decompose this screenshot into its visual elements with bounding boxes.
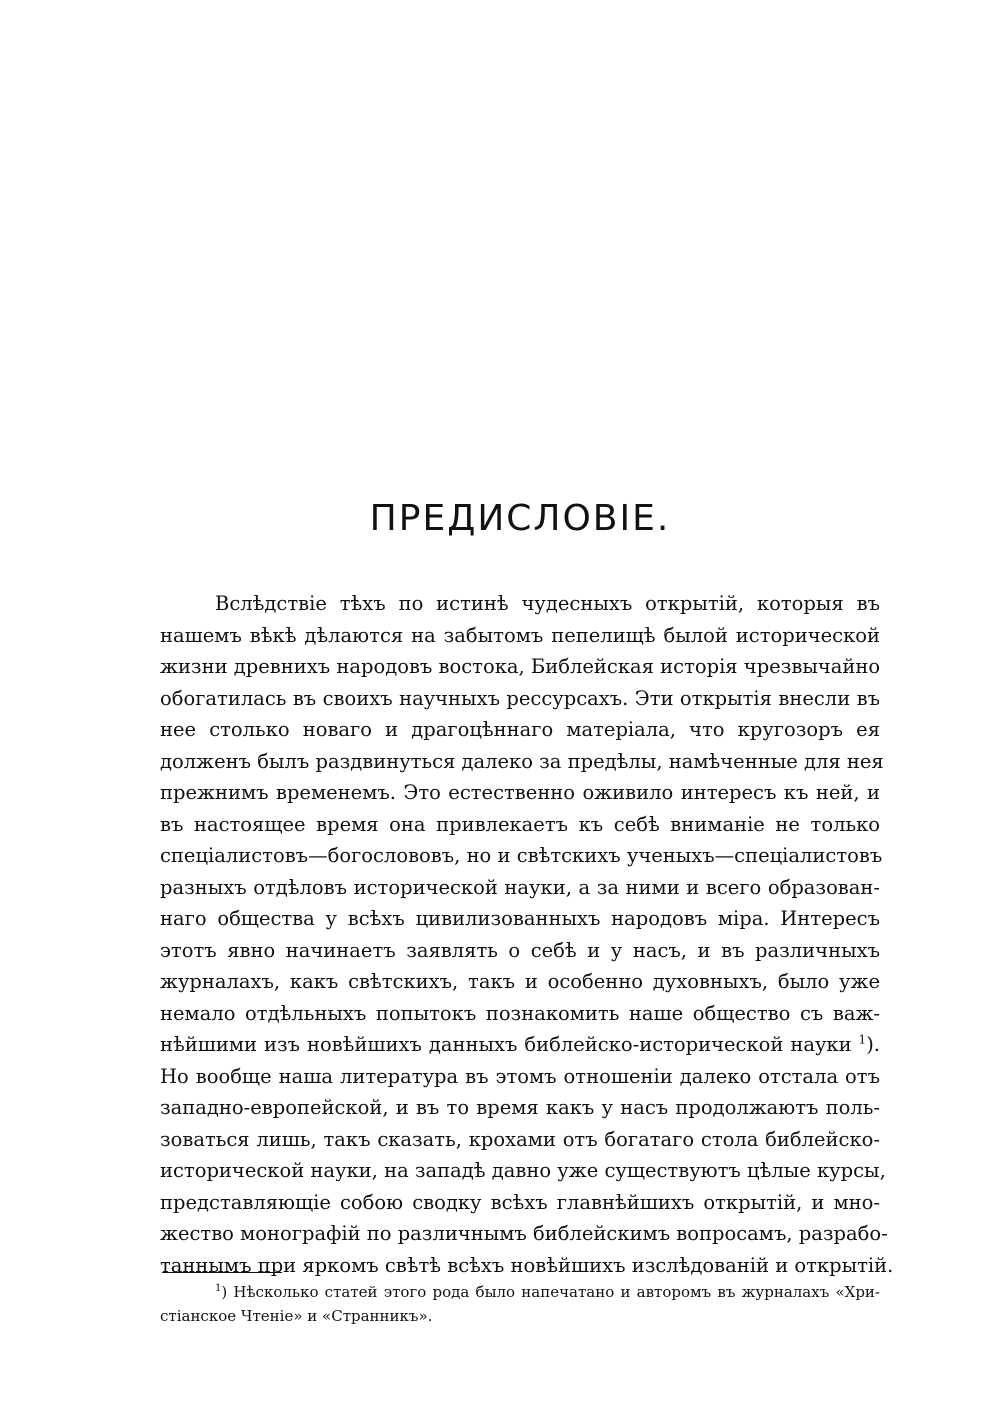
text-line: зоваться лишь, такъ сказать, крохами отъ богатаго стола библейско- [160,1127,880,1151]
text-line: этотъ явно начинаетъ заявлять о себѣ и у насъ, и въ различныхъ [160,938,880,962]
footnote-divider [162,1272,282,1273]
text-line: западно-европейской, и въ то время какъ у насъ продолжаютъ поль- [160,1096,880,1119]
text-line: Но вообще наша литература въ этомъ отношеніи далеко отстала отъ [160,1064,880,1088]
text-line: журналахъ, какъ свѣтскихъ, такъ и особенно духовныхъ, было уже [160,970,880,993]
footnote-mark: 1 [215,1283,222,1294]
footnote [160,1280,880,1328]
text-line: разныхъ отдѣловъ исторической науки, а за ними и всего образован- [160,875,880,899]
footnote-line [160,1280,880,1304]
text-line: прежнимъ временемъ. Это естественно оживило интересъ къ ней, и [160,781,880,804]
text-line: представляющіе собою сводку всѣхъ главнѣйшихъ открытій, и мно- [160,1190,880,1214]
text-line: жизни древнихъ народовъ востока, Библейская исторія чрезвычайно [160,655,881,678]
text-line: наго общества у всѣхъ цивилизованныхъ народовъ міра. Интересъ [160,907,880,930]
text-line: долженъ былъ раздвинуться далеко за предѣлы, намѣченные для нея [160,749,884,773]
text-line: нее столько новаго и драгоцѣннаго матеріала, что кругозоръ ея [160,718,880,741]
text-line: спеціалистовъ—богослововъ, но и свѣтскихъ ученыхъ—спеціалистовъ [160,844,883,867]
text-line-content: нѣйшими изъ новѣйшихъ данныхъ библейско-исторической науки [160,1033,852,1056]
text-line: нашемъ вѣкѣ дѣлаются на забытомъ пепелищѣ былой исторической [160,623,880,647]
footnote-reference-suffix: ). [866,1033,880,1056]
text-line: таннымъ при яркомъ свѣтѣ всѣхъ новѣйшихъ изслѣдованій и открытій. [160,1253,894,1277]
text-line: жество монографій по различнымъ библейскимъ вопросамъ, разрабо- [160,1222,888,1245]
text-line: исторической науки, на западѣ давно уже существуютъ цѣлые курсы, [160,1159,886,1182]
text-line: немало отдѣльныхъ попытокъ познакомить наше общество съ важ- [160,1001,880,1025]
text-line-with-footnote-ref [160,1029,880,1061]
text-line: обогатилась въ своихъ научныхъ рессурсахъ. Эти открытія внесли въ [160,686,880,710]
text-line: въ настоящее время она привлекаетъ къ себѣ вниманіе не только [160,812,880,836]
body-paragraph [160,588,894,1281]
page-title: ПРЕДИСЛОВІЕ. [369,498,671,539]
text-line: Вслѣдствіе тѣхъ по истинѣ чудесныхъ открытій, которыя въ [215,592,880,615]
footnote-reference[interactable]: 1 [858,1032,867,1047]
footnote-text: ) Нѣсколько статей этого рода было напечатано и авторомъ въ журналахъ «Хри- [221,1283,880,1301]
footnote-line: стіанское Чтеніе» и «Странникъ». [160,1307,433,1325]
